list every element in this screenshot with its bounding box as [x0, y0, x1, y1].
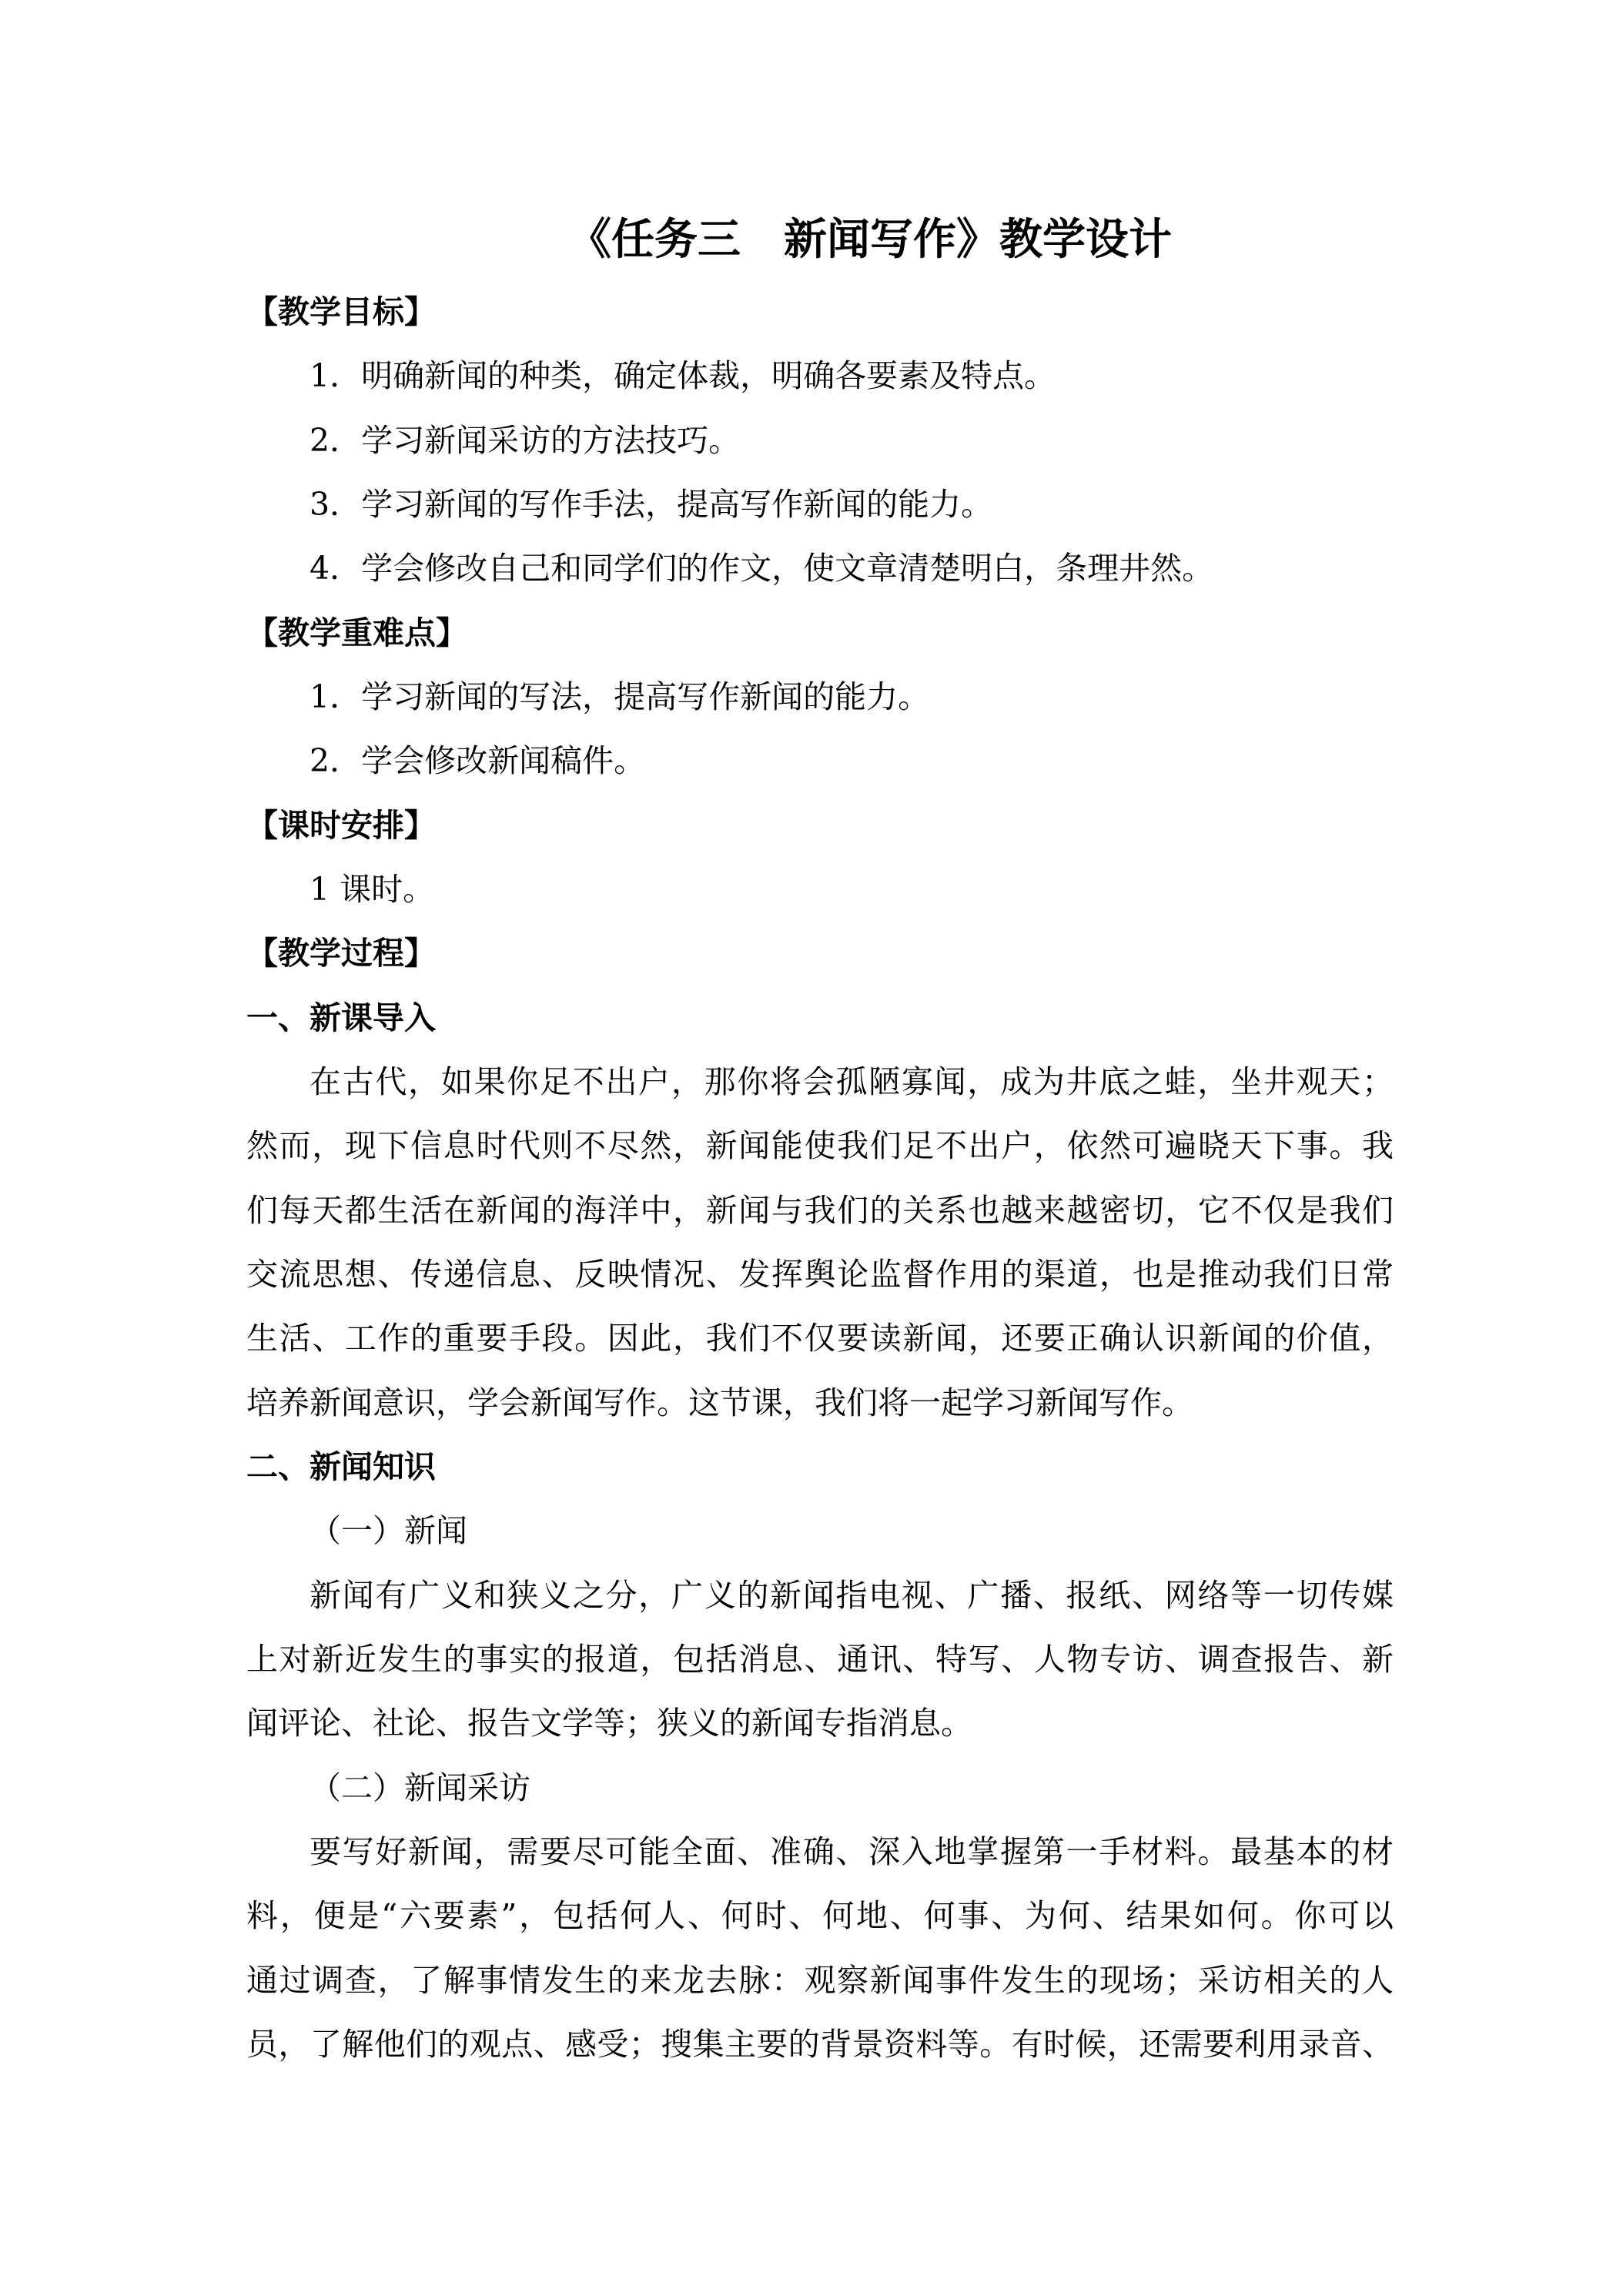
paragraph-line: 交流思想、传递信息、反映情况、发挥舆论监督作用的渠道，也是推动我们日常 [246, 1255, 1394, 1293]
paragraph-line: 通过调查，了解事情发生的来龙去脉：观察新闻事件发生的现场；采访相关的人 [246, 1961, 1394, 1999]
section-heading-process: 【教学过程】 [246, 935, 436, 972]
paragraph-line: 要写好新闻，需要尽可能全面、准确、深入地掌握第一手材料。最基本的材 [310, 1832, 1394, 1870]
key-point-item: 1．学习新闻的写法，提高写作新闻的能力。 [310, 678, 930, 715]
sub-heading-interview: （二）新闻采访 [310, 1769, 530, 1806]
paragraph-line: 闻评论、社论、报告文学等；狭义的新闻专指消息。 [246, 1705, 972, 1742]
document-title: 《任务三 新闻写作》教学设计 [568, 214, 1172, 265]
paragraph-line: 然而，现下信息时代则不尽然，新闻能使我们足不出户，依然可遍晓天下事。我 [246, 1127, 1394, 1165]
paragraph-line: 在古代，如果你足不出户，那你将会孤陋寡闻，成为井底之蛙，坐井观天； [310, 1063, 1394, 1100]
section-heading-objectives: 【教学目标】 [246, 293, 436, 330]
section-heading-key-points: 【教学重难点】 [246, 614, 467, 651]
schedule-text: 1 课时。 [310, 870, 435, 908]
document-body [246, 280, 1394, 2077]
paragraph-line: 新闻有广义和狭义之分，广义的新闻指电视、广播、报纸、网络等一切传媒 [310, 1576, 1394, 1614]
paragraph-line: 上对新近发生的事实的报道，包括消息、通讯、特写、人物专访、调查报告、新 [246, 1640, 1394, 1678]
key-point-item: 2．学会修改新闻稿件。 [310, 742, 646, 780]
objective-item: 1．明确新闻的种类，确定体裁，明确各要素及特点。 [310, 357, 1056, 395]
subsection-heading-intro: 一、新课导入 [246, 999, 436, 1036]
paragraph-line: 员，了解他们的观点、感受；搜集主要的背景资料等。有时候，还需要利用录音、 [246, 2025, 1394, 2063]
paragraph-line: 们每天都生活在新闻的海洋中，新闻与我们的关系也越来越密切，它不仅是我们 [246, 1191, 1394, 1229]
objective-item: 2．学习新闻采访的方法技巧。 [310, 421, 741, 459]
paragraph-line: 料，便是“六要素”，包括何人、何时、何地、何事、为何、结果如何。你可以 [246, 1897, 1394, 1935]
objective-item: 4．学会修改自己和同学们的作文，使文章清楚明白，条理井然。 [310, 550, 1214, 587]
subsection-heading-knowledge: 二、新闻知识 [246, 1448, 436, 1485]
sub-heading-news: （一）新闻 [310, 1512, 467, 1550]
paragraph-line: 培养新闻意识，学会新闻写作。这节课，我们将一起学习新闻写作。 [246, 1384, 1193, 1421]
objective-item: 3．学习新闻的写作手法，提高写作新闻的能力。 [310, 485, 993, 523]
paragraph-line: 生活、工作的重要手段。因此，我们不仅要读新闻，还要正确认识新闻的价值， [246, 1320, 1394, 1357]
section-heading-schedule: 【课时安排】 [246, 806, 436, 844]
